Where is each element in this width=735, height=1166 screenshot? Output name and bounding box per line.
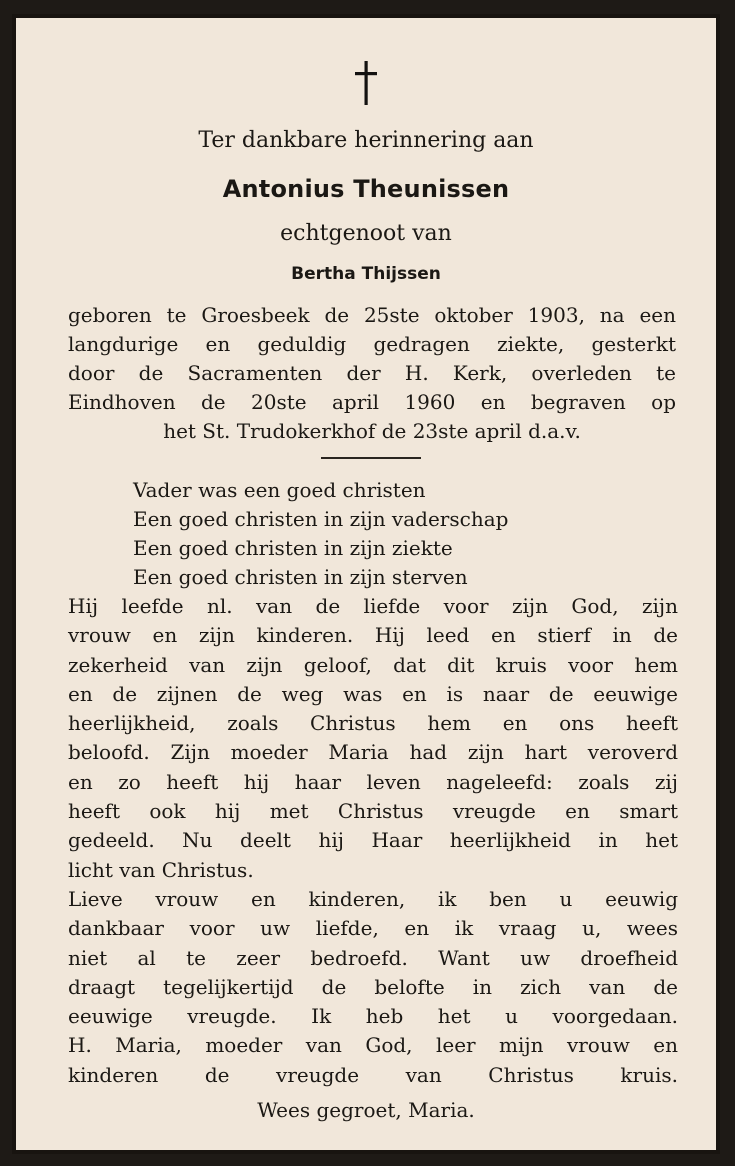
prose-line: Hij leefde nl. van de liefde voor zijn God, zijn xyxy=(68,594,678,618)
prose-line: H. Maria, moeder van God, leer mijn vrouw en xyxy=(68,1033,678,1058)
bio-line: door de Sacramenten der H. Kerk, overleden te xyxy=(68,361,676,385)
prose-line: kinderen de vreugde van Christus kruis. xyxy=(68,1062,678,1087)
bio-line: geboren te Groesbeek de 25ste oktober 1903, na een xyxy=(68,303,676,327)
prose-line: heerlijkheid, zoals Christus hem en ons heeft xyxy=(68,711,678,736)
deceased-name: Antonius Theunissen xyxy=(222,175,510,203)
prose-line: beloofd. Zijn moeder Maria had zijn hart veroverd xyxy=(68,740,678,765)
prose-line: en zo heeft hij haar leven nageleefd: zoals zij xyxy=(68,769,678,794)
prose-line: licht van Christus. xyxy=(68,857,254,882)
prose-line: gedeeld. Nu deelt hij Haar heerlijkheid in het xyxy=(68,828,678,853)
prose-line: niet al te zeer bedroefd. Want uw droefheid xyxy=(68,945,678,970)
poem xyxy=(133,476,508,592)
bio-line: langdurige en geduldig gedragen ziekte, gesterkt xyxy=(68,332,676,356)
memorial-text xyxy=(68,592,678,1090)
prose-line: zekerheid van zijn geloof, dat dit kruis voor hem xyxy=(68,652,678,677)
spouse-label: echtgenoot van xyxy=(280,221,452,246)
memorial-card xyxy=(12,14,720,1154)
prose-line: heeft ook hij met Christus vreugde en smart xyxy=(68,799,678,824)
poem-line: Vader was een goed christen xyxy=(133,478,426,502)
prose-line: draagt tegelijkertijd de belofte in zich van de xyxy=(68,974,678,999)
poem-line: Een goed christen in zijn sterven xyxy=(133,565,468,589)
prose-line: vrouw en zijn kinderen. Hij leed en stierf in de xyxy=(68,623,678,648)
prose-line: dankbaar voor uw liefde, en ik vraag u, wees xyxy=(68,916,678,941)
closing-greeting: Wees gegroet, Maria. xyxy=(257,1098,475,1122)
bio-line: het St. Trudokerkhof de 23ste april d.a.v. xyxy=(163,419,581,443)
poem-line: Een goed christen in zijn vaderschap xyxy=(133,507,509,531)
divider xyxy=(321,457,421,459)
bio-line: Eindhoven de 20ste april 1960 en begraven op xyxy=(68,390,676,414)
prose-line: Lieve vrouw en kinderen, ik ben u eeuwig xyxy=(68,886,678,911)
prose-line: eeuwige vreugde. Ik heb het u voorgedaan. xyxy=(68,1004,678,1029)
poem-line: Een goed christen in zijn ziekte xyxy=(133,536,453,560)
intro-text: Ter dankbare herinnering aan xyxy=(198,128,534,153)
biography xyxy=(68,301,676,446)
spouse-name: Bertha Thijssen xyxy=(291,264,441,284)
prose-line: en de zijnen de weg was en is naar de eeuwige xyxy=(68,681,678,706)
cross-icon xyxy=(16,60,716,108)
